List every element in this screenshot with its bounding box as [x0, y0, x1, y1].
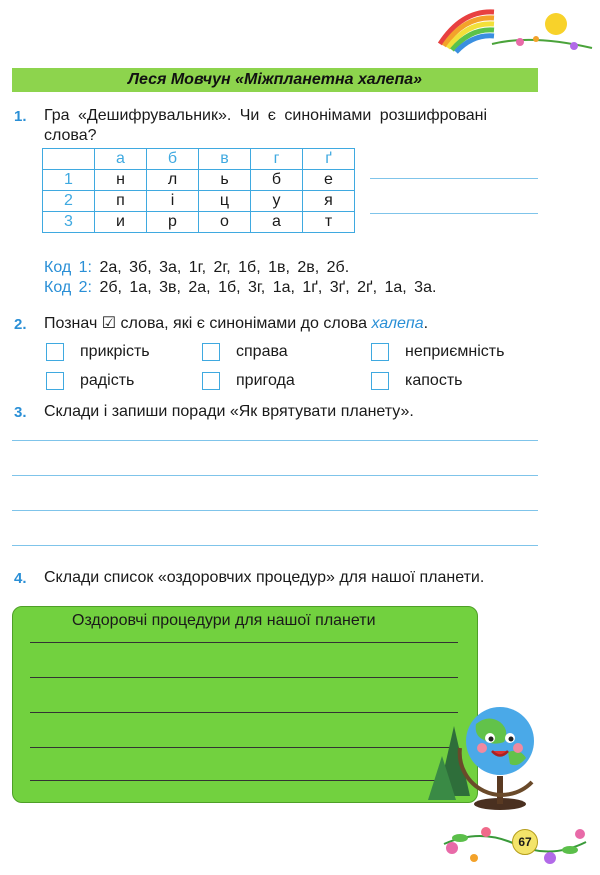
answer-line-1[interactable]: [370, 178, 538, 179]
task-2-text: [44, 314, 428, 334]
procedures-box: [12, 606, 478, 803]
cipher-cell: і: [147, 191, 199, 212]
box-writing-line[interactable]: [30, 747, 458, 748]
task-2-text-after: слова, які є синонімами до слова: [120, 315, 367, 332]
cipher-cell: 3: [43, 212, 95, 233]
option-label-sprava: справа: [236, 343, 288, 360]
option-checkbox-pryhoda[interactable]: [202, 372, 220, 390]
code-2: [44, 278, 436, 298]
cipher-cell: р: [147, 212, 199, 233]
task-2-text-before: Познач: [44, 315, 98, 332]
task-3-text: Склади і запиши поради «Як врятувати планету».: [44, 403, 414, 420]
code-2-value: 2б, 1а, 3в, 2а, 1б, 3г, 1а, 1ґ, 3ґ, 2ґ, 1а, 3а.: [99, 279, 437, 296]
option-checkbox-kapost[interactable]: [371, 372, 389, 390]
cipher-cell: е: [303, 170, 355, 191]
page-number: 67: [512, 829, 538, 855]
writing-line[interactable]: [12, 545, 538, 546]
cipher-cell: б: [147, 149, 199, 170]
code-2-label: Код 2:: [44, 279, 92, 296]
cipher-cell: а: [251, 212, 303, 233]
cipher-cell: г: [251, 149, 303, 170]
cipher-cell: и: [95, 212, 147, 233]
cipher-cell: ц: [199, 191, 251, 212]
task-3-number: 3.: [14, 404, 27, 421]
writing-line[interactable]: [12, 510, 538, 511]
task-2-keyword: халепа: [371, 315, 424, 332]
procedures-box-title: Оздоровчі процедури для нашої планети: [72, 612, 376, 629]
cipher-row: [43, 170, 355, 191]
option-checkbox-nepryiemnist[interactable]: [371, 343, 389, 361]
option-checkbox-prykrist[interactable]: [46, 343, 64, 361]
cipher-cell: б: [251, 170, 303, 191]
box-writing-line[interactable]: [30, 642, 458, 643]
task-1-text-line2: слова?: [44, 127, 97, 144]
box-writing-line[interactable]: [30, 677, 458, 678]
cipher-cell: л: [147, 170, 199, 191]
option-checkbox-radist[interactable]: [46, 372, 64, 390]
option-checkbox-sprava[interactable]: [202, 343, 220, 361]
writing-line[interactable]: [12, 475, 538, 476]
code-1-value: 2а, 3б, 3а, 1г, 2г, 1б, 1в, 2в, 2б.: [99, 259, 350, 276]
code-1-label: Код 1:: [44, 259, 92, 276]
cipher-cell: о: [199, 212, 251, 233]
task-2-period: .: [423, 315, 429, 332]
rainbow-decoration: [432, 4, 597, 56]
option-label-pryhoda: пригода: [236, 372, 295, 389]
globe-icon: [420, 696, 550, 814]
box-writing-line[interactable]: [30, 712, 458, 713]
answer-line-2[interactable]: [370, 213, 538, 214]
option-label-kapost: капость: [405, 372, 463, 389]
cipher-table: [42, 148, 355, 233]
cipher-row: [43, 191, 355, 212]
task-1-text-line1: Гра «Дешифрувальник». Чи є синонімами розшифровані: [44, 107, 488, 124]
cipher-cell: н: [95, 170, 147, 191]
cipher-cell: 2: [43, 191, 95, 212]
section-banner: Леся Мовчун «Міжпланетна халепа»: [12, 68, 538, 92]
cipher-cell: [43, 149, 95, 170]
cipher-row: [43, 212, 355, 233]
task-4-number: 4.: [14, 570, 27, 587]
cipher-header-row: [43, 149, 355, 170]
cipher-cell: т: [303, 212, 355, 233]
cipher-cell: ґ: [303, 149, 355, 170]
checkbox-symbol-icon: ☑: [101, 315, 117, 332]
option-label-nepryiemnist: неприємність: [405, 343, 505, 360]
code-1: [44, 258, 349, 278]
cipher-cell: 1: [43, 170, 95, 191]
cipher-cell: а: [95, 149, 147, 170]
option-label-radist: радість: [80, 372, 135, 389]
task-4-text: Склади список «оздоровчих процедур» для нашої планети.: [44, 569, 485, 586]
cipher-cell: я: [303, 191, 355, 212]
task-2-number: 2.: [14, 316, 27, 333]
writing-line[interactable]: [12, 440, 538, 441]
box-writing-line[interactable]: [30, 780, 458, 781]
cipher-cell: у: [251, 191, 303, 212]
cipher-cell: в: [199, 149, 251, 170]
cipher-cell: ь: [199, 170, 251, 191]
task-1-number: 1.: [14, 108, 27, 125]
cipher-cell: п: [95, 191, 147, 212]
option-label-prykrist: прикрість: [80, 343, 150, 360]
